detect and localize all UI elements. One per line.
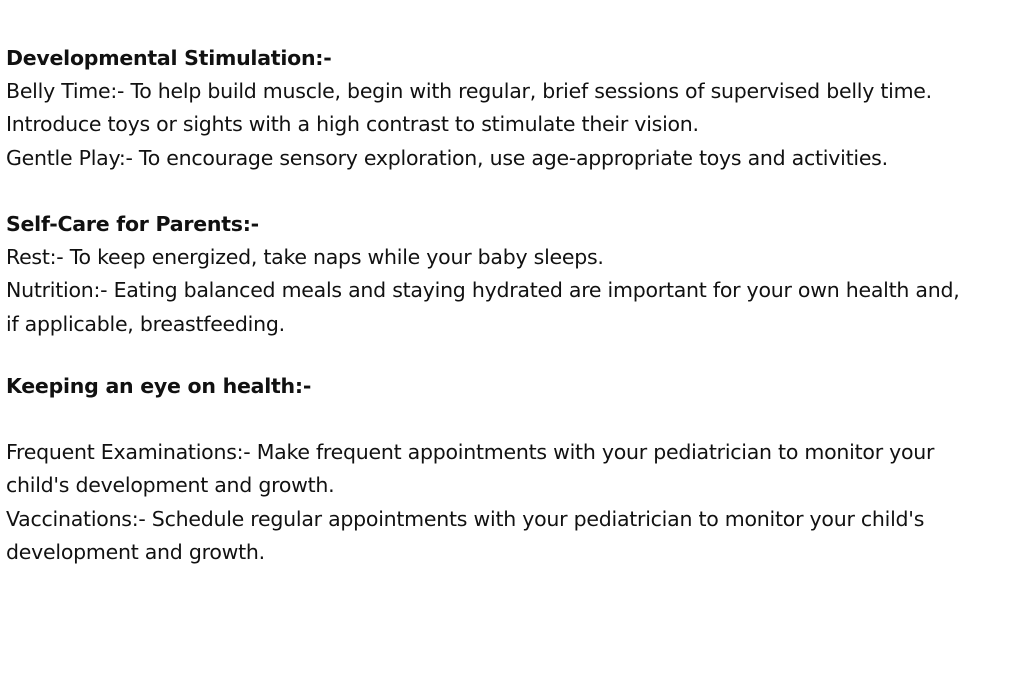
paragraph-line: Belly Time:- To help build muscle, begin with regular, brief sessions of supervised belly time. bbox=[6, 79, 932, 104]
spacer bbox=[6, 175, 1017, 208]
section-heading: Self-Care for Parents:- bbox=[6, 212, 259, 236]
paragraph-line: Gentle Play:- To encourage sensory exploration, use age-appropriate toys and activities. bbox=[6, 145, 888, 170]
paragraph-line: Vaccinations:- Schedule regular appointments with your pediatrician to monitor your child's bbox=[6, 506, 925, 531]
paragraph-line: child's development and growth. bbox=[6, 473, 335, 498]
section-self-care bbox=[6, 208, 1017, 341]
paragraph-line: Rest:- To keep energized, take naps while your baby sleeps. bbox=[6, 245, 604, 270]
section-health bbox=[6, 370, 1017, 569]
paragraph-line: Frequent Examinations:- Make frequent appointments with your pediatrician to monitor your bbox=[6, 440, 935, 465]
paragraph-line: Nutrition:- Eating balanced meals and staying hydrated are important for your own health and, bbox=[6, 278, 960, 303]
paragraph-line: Introduce toys or sights with a high contrast to stimulate their vision. bbox=[6, 112, 699, 137]
spacer bbox=[6, 341, 1017, 370]
section-developmental-stimulation bbox=[6, 42, 1017, 175]
paragraph-line: development and growth. bbox=[6, 539, 265, 564]
section-heading: Developmental Stimulation:- bbox=[6, 46, 332, 70]
spacer bbox=[6, 403, 1017, 436]
section-heading: Keeping an eye on health:- bbox=[6, 373, 312, 398]
paragraph-line: if applicable, breastfeeding. bbox=[6, 311, 285, 336]
